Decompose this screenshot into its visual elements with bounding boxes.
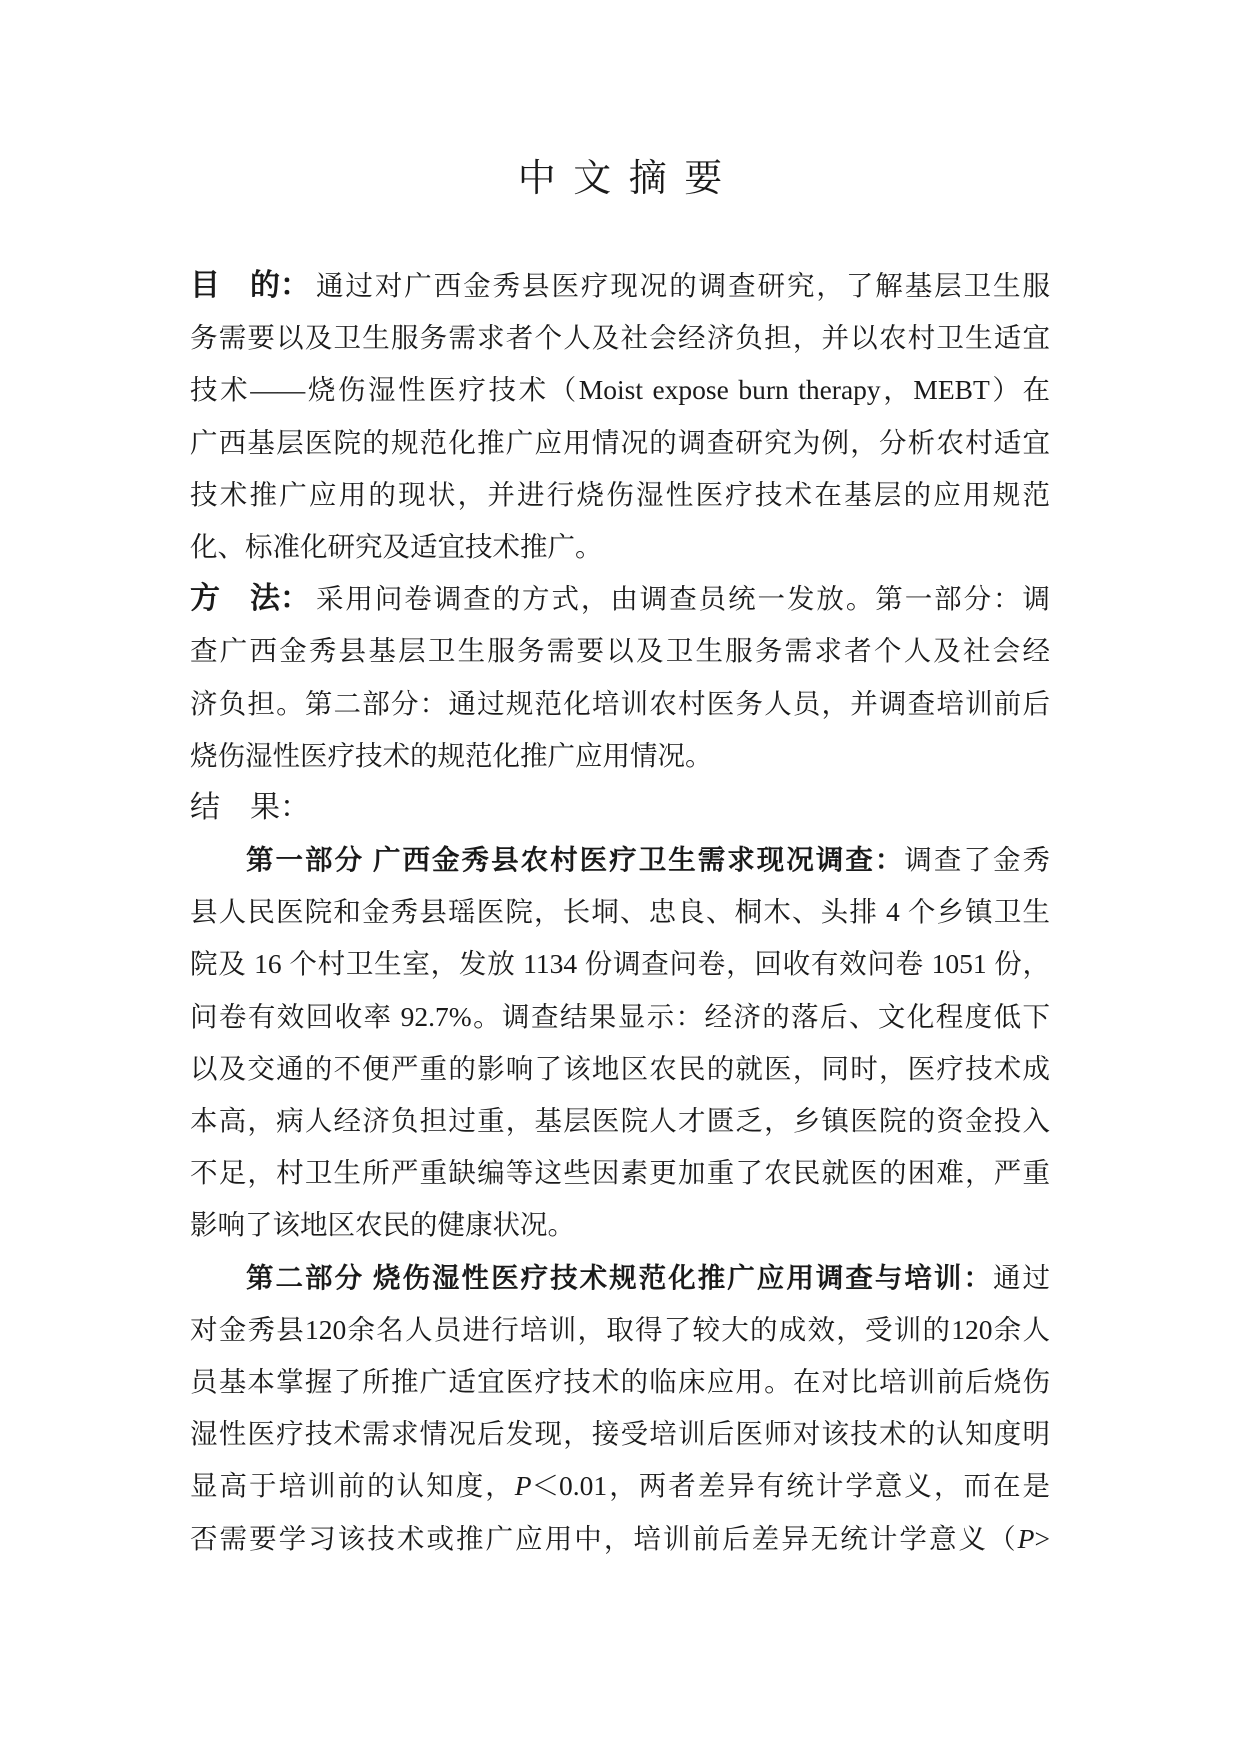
text-line bbox=[190, 1460, 1050, 1512]
p-value-symbol: P bbox=[514, 1470, 532, 1502]
results-section bbox=[190, 782, 1050, 1565]
text-line: 济负担。第二部分：通过规范化培训农村医务人员，并调查培训前后 bbox=[190, 687, 1050, 719]
text-segment: 显高于培训前的认知度， bbox=[190, 1470, 515, 1502]
text-line: 技术——烧伤湿性医疗技术（Moist expose burn therapy，MEBT）在 bbox=[190, 374, 1050, 406]
text-line: 不足，村卫生所严重缺编等这些因素更加重了农民就医的困难，严重 bbox=[190, 1157, 1050, 1189]
objective-first-line bbox=[190, 260, 1050, 312]
part2-heading: 第二部分 烧伤湿性医疗技术规范化推广应用调查与培训： bbox=[246, 1261, 993, 1293]
text-line: 员基本掌握了所推广适宜医疗技术的临床应用。在对比培训前后烧伤 bbox=[190, 1365, 1050, 1397]
methods-section bbox=[190, 573, 1050, 782]
text-line: 院及 16 个村卫生室，发放 1134 份调查问卷，回收有效问卷 1051 份， bbox=[190, 948, 1050, 980]
p-value-symbol: P bbox=[1017, 1522, 1035, 1554]
text-line: 通过对广西金秀县医疗现况的调查研究，了解基层卫生服 bbox=[316, 270, 1050, 301]
results-label-line bbox=[190, 782, 1050, 834]
text-line: 采用问卷调查的方式，由调查员统一发放。第一部分：调 bbox=[316, 583, 1050, 615]
text-line: 技术推广应用的现状，并进行烧伤湿性医疗技术在基层的应用规范 bbox=[190, 478, 1050, 510]
text-line: 以及交通的不便严重的影响了该地区农民的就医，同时，医疗技术成 bbox=[190, 1052, 1050, 1084]
abstract-body bbox=[190, 260, 1050, 1565]
text-line: 化、标准化研究及适宜技术推广。 bbox=[190, 530, 603, 562]
page-title: 中 文 摘 要 bbox=[517, 158, 727, 200]
text-line: 烧伤湿性医疗技术的规范化推广应用情况。 bbox=[190, 739, 713, 771]
text-line: 县人民医院和金秀县瑶医院，长垌、忠良、桐木、头排 4 个乡镇卫生 bbox=[190, 896, 1050, 928]
text-segment: ＜0.01，两者差异有统计学意义，而在是 bbox=[531, 1470, 1051, 1502]
text-segment: 通过 bbox=[992, 1261, 1051, 1293]
text-line: 问卷有效回收率 92.7%。调查结果显示：经济的落后、文化程度低下 bbox=[190, 1000, 1050, 1032]
text-line: 广西基层医院的规范化推广应用情况的调查研究为例，分析农村适宜 bbox=[190, 426, 1050, 458]
text-line: 对金秀县120余名人员进行培训，取得了较大的成效，受训的120余人 bbox=[190, 1313, 1050, 1345]
part2-first-line bbox=[190, 1252, 1050, 1304]
methods-first-line bbox=[190, 573, 1050, 625]
text-segment: > bbox=[1034, 1522, 1050, 1554]
text-line: 查广西金秀县基层卫生服务需要以及卫生服务需求者个人及社会经 bbox=[190, 635, 1050, 667]
text-line: 务需要以及卫生服务需求者个人及社会经济负担，并以农村卫生适宜 bbox=[190, 322, 1050, 354]
text-line: 影响了该地区农民的健康状况。 bbox=[190, 1209, 575, 1241]
part1-first-line bbox=[190, 834, 1050, 886]
text-segment: 调查了金秀 bbox=[904, 844, 1050, 876]
methods-label: 方 法： bbox=[190, 582, 310, 616]
text-segment: 否需要学习该技术或推广应用中，培训前后差异无统计学意义（ bbox=[190, 1522, 1018, 1554]
part1-heading: 第一部分 广西金秀县农村医疗卫生需求现况调查： bbox=[246, 844, 905, 876]
objective-label: 目 的： bbox=[190, 269, 310, 302]
text-line: 湿性医疗技术需求情况后发现，接受培训后医师对该技术的认知度明 bbox=[190, 1418, 1050, 1450]
objective-section bbox=[190, 260, 1050, 573]
text-line: 本高，病人经济负担过重，基层医院人才匮乏，乡镇医院的资金投入 bbox=[190, 1105, 1050, 1136]
results-label: 结 果： bbox=[190, 790, 310, 824]
text-line bbox=[190, 1513, 1050, 1565]
